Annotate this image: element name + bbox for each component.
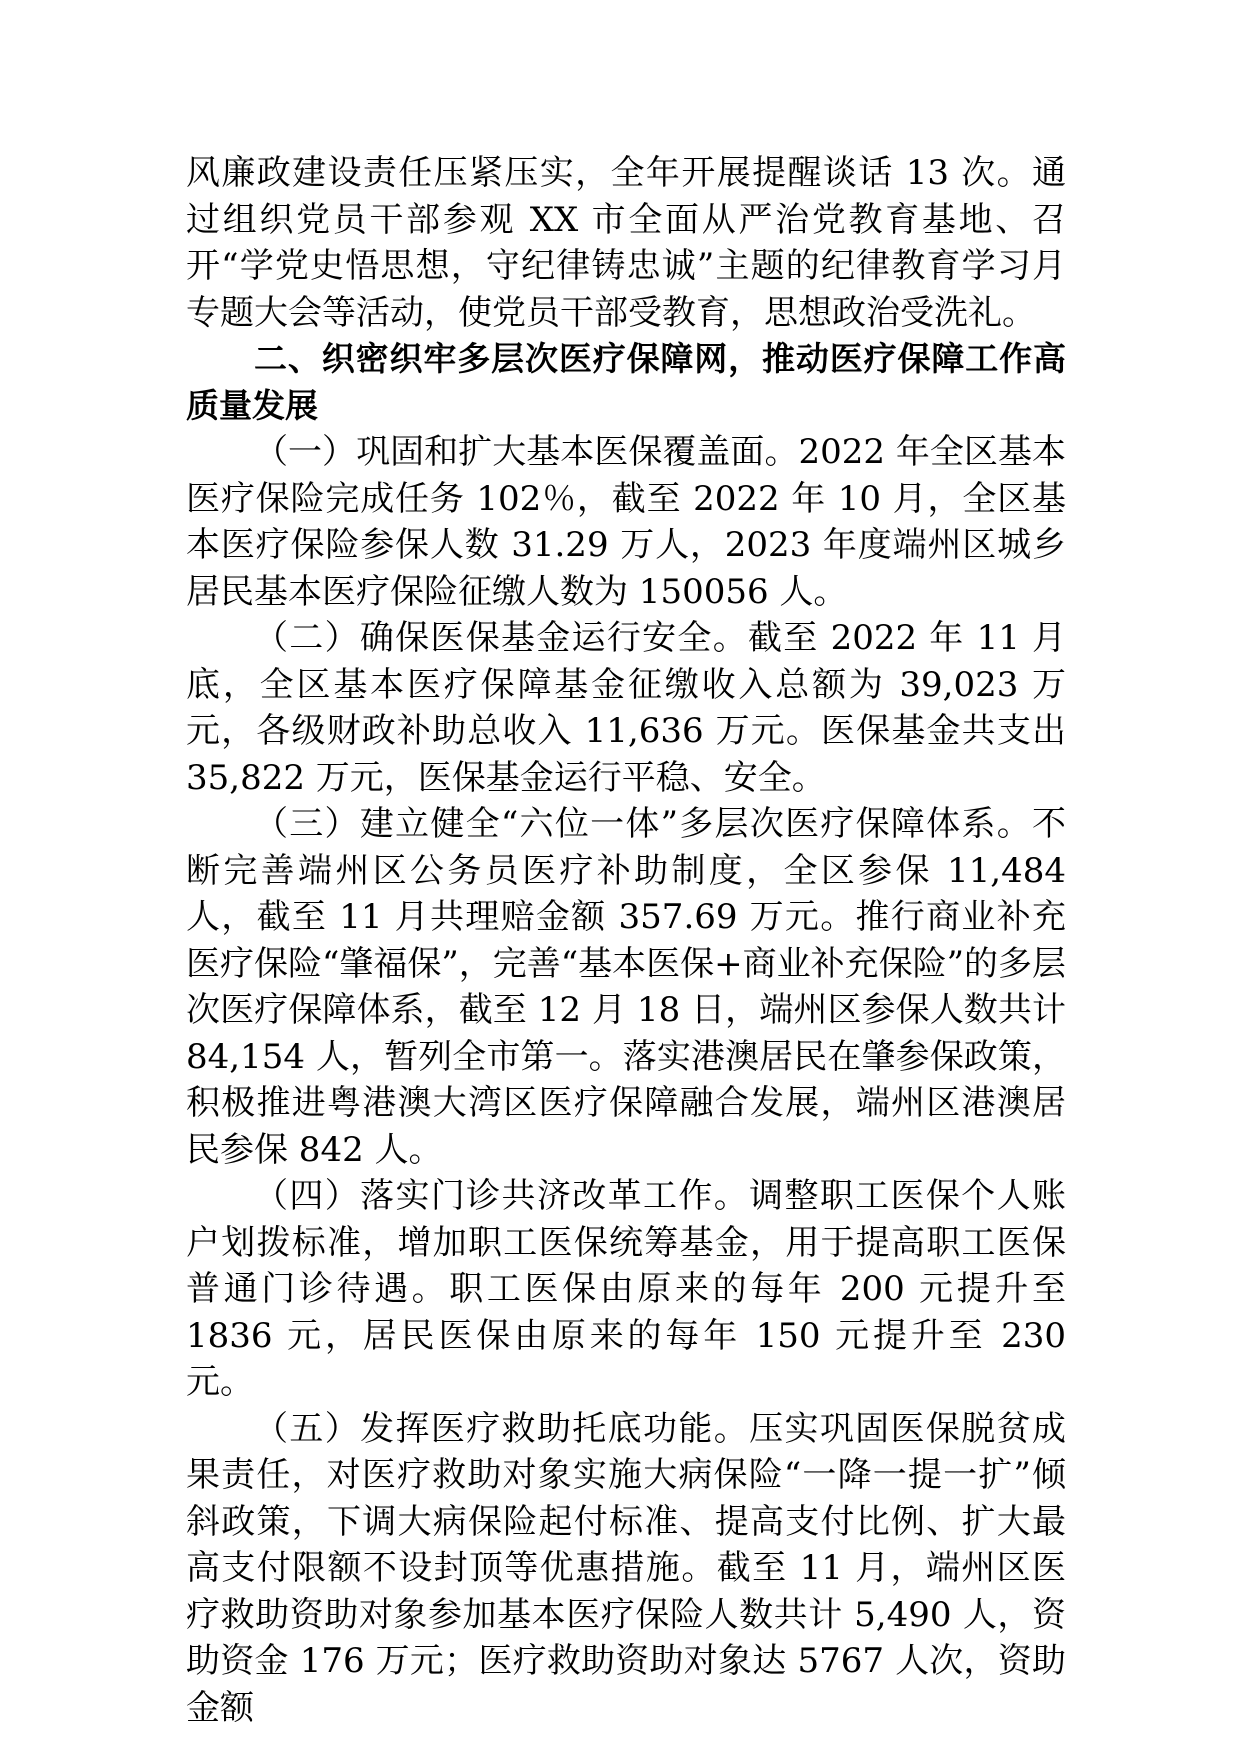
paragraph-party-discipline-continued: 风廉政建设责任压紧压实，全年开展提醒谈话 13 次。通过组织党员干部参观 XX 市全面从严治党教育基地、召开“学党史悟思想，守纪律铸忠诚”主题的纪律教育学习月专题大会等活动，使党员干部受教育，思想政治受洗礼。 xyxy=(186,153,1066,333)
section-heading-2: 二、织密织牢多层次医疗保障网，推动医疗保障工作高质量发展 xyxy=(186,339,1066,425)
document-body xyxy=(186,150,1066,1731)
paragraph-item-2: （二）确保医保基金运行安全。截至 2022 年 11 月底，全区基本医疗保障基金征缴收入总额为 39,023 万元，各级财政补助总收入 11,636 万元。医保基金共支出 35,822 万元，医保基金运行平稳、安全。 xyxy=(186,618,1066,798)
paragraph-item-4: （四）落实门诊共济改革工作。调整职工医保个人账户划拨标准，增加职工医保统筹基金，用于提高职工医保普通门诊待遇。职工医保由原来的每年 200 元提升至 1836 元，居民医保由原来的每年 150 元提升至 230 元。 xyxy=(186,1176,1066,1402)
paragraph-item-5: （五）发挥医疗救助托底功能。压实巩固医保脱贫成果责任，对医疗救助对象实施大病保险“一降一提一扩”倾斜政策，下调大病保险起付标准、提高支付比例、扩大最高支付限额不设封顶等优惠措施。截至 11 月，端州区医疗救助资助对象参加基本医疗保险人数共计 5,490 人，资助资金 176 万元；医疗救助资助对象达 5767 人次，资助金额 xyxy=(186,1408,1066,1728)
paragraph-item-1: （一）巩固和扩大基本医保覆盖面。2022 年全区基本医疗保险完成任务 102％，截至 2022 年 10 月，全区基本医疗保险参保人数 31.29 万人，2023 年度端州区城乡居民基本医疗保险征缴人数为 150056 人。 xyxy=(186,432,1066,612)
paragraph-item-3: （三）建立健全“六位一体”多层次医疗保障体系。不断完善端州区公务员医疗补助制度，全区参保 11,484 人，截至 11 月共理赔金额 357.69 万元。推行商业补充医疗保险“肇福保”，完善“基本医保+商业补充保险”的多层次医疗保障体系，截至 12 月 18 日，端州区参保人数共计 84,154 人，暂列全市第一。落实港澳居民在肇参保政策，积极推进粤港澳大湾区医疗保障融合发展，端州区港澳居民参保 842 人。 xyxy=(186,804,1067,1170)
